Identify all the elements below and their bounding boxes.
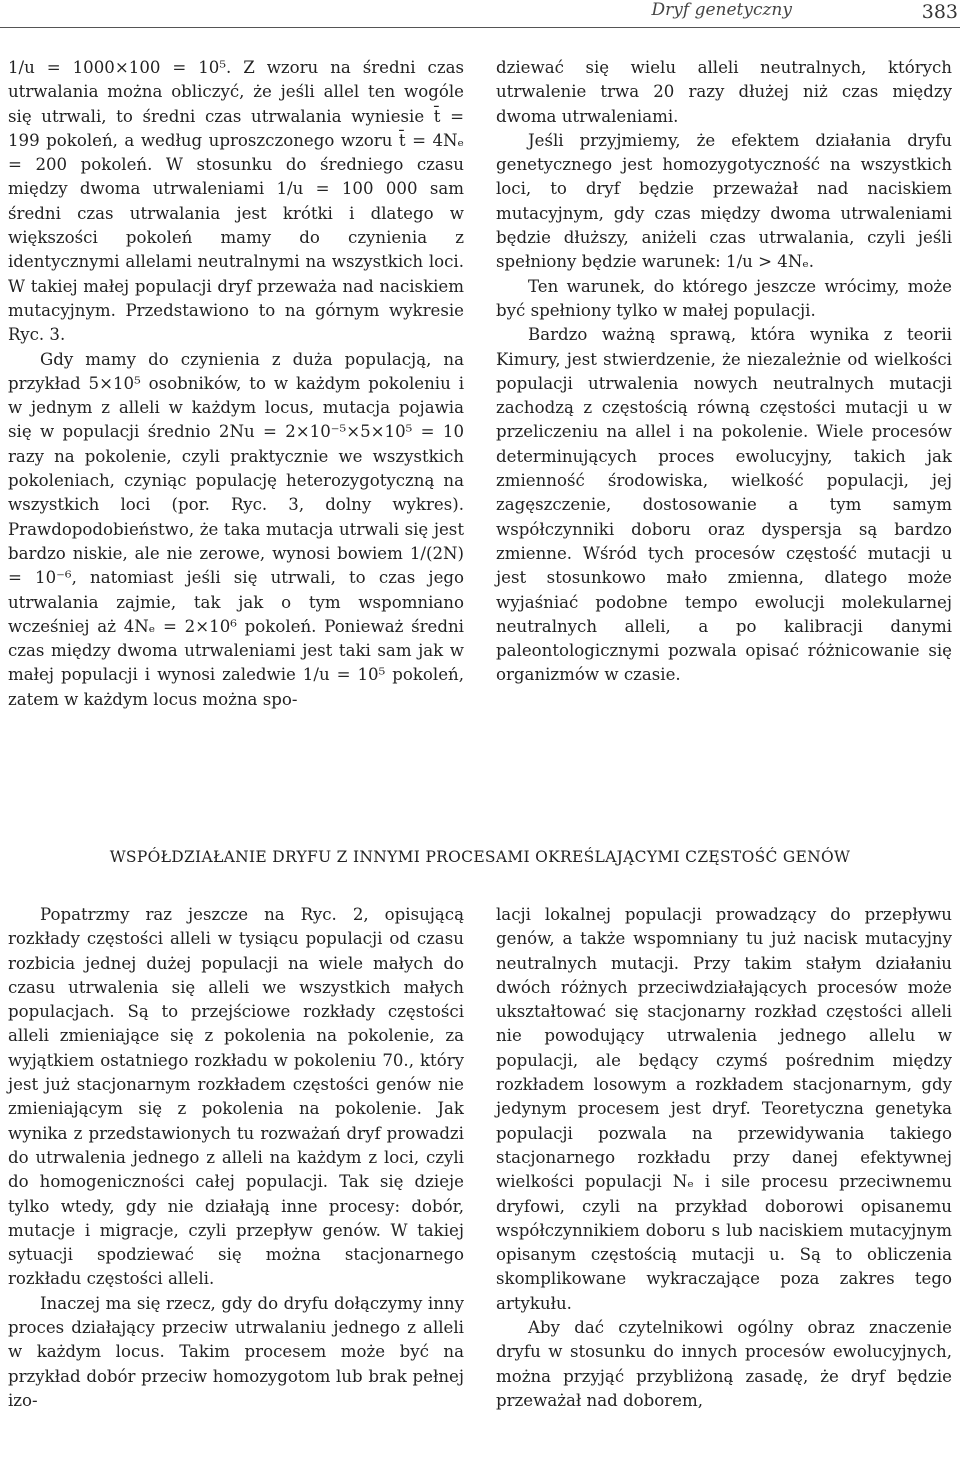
- header-rule: [0, 27, 960, 28]
- paragraph: lacji lokalnej populacji prowadzący do przepływu genów, a także wspomniany tu już nacisk mutacyjny neutralnych mutacji. Przy takim stałym działaniu dwóch różnych przeciwdziałających procesów może ukształtować się stacjonarny rozkład częstości alleli nie powodujący utrwalenia jednego allelu w populacji, ale będący czymś pośrednim między rozkładem losowym a rozkładem stacjonarnym, gdy jedynym procesem jest dryf. Teoretyczna genetyka populacji pozwala na przewidywania takiego stacjonarnego rozkładu przy danej efektywnej wielkości populacji Nₑ i sile procesu przeciwnemu dryfowi, czyli na przykład doborowi opisanemu współczynnikiem doboru s lub naciskiem mutacyjnym opisanym częstością mutacji u. Są to obliczenia skomplikowane wykraczające poza zakres tego artykułu.: [496, 905, 952, 1313]
- paragraph: Ten warunek, do którego jeszcze wrócimy, może być spełniony tylko w małej populacji.: [496, 276, 952, 320]
- paragraph: Aby dać czytelnikowi ogólny obraz znaczenie dryfu w stosunku do innych procesów ewolucyjnych, można przyjąć przybliżoną zasadę, że dryf będzie przeważał nad doborem,: [496, 1318, 952, 1410]
- page-number: 383: [921, 1, 958, 23]
- paragraph: Gdy mamy do czynienia z duża populacją, na przykład 5×10⁵ osobników, to w każdym pokoleniu i w jednym z alleli w każdym locus, mutacja pojawia się w populacji średnio 2Nu = 2×10⁻⁵×5×10⁵ = 10 razy na pokolenie, czyli praktycznie we wszystkich pokoleniach, czyniąc populację heterozygotyczną na wszystkich loci (por. Ryc. 3, dolny wykres). Prawdopodobieństwo, że taka mutacja utrwali się jest bardzo niskie, ale nie zerowe, wynosi bowiem 1/(2N) = 10⁻⁶, natomiast jeśli się utrwali, to czas jego utrwalania zajmie, tak jak o tym wspomniano wcześniej aż 4Nₑ = 2×10⁶ pokoleń. Ponieważ średni czas między dwoma utrwaleniami jest taki sam jak w małej populacji i wynosi zaledwie 1/u = 10⁵ pokoleń, zatem w każdym locus można spo-: [8, 349, 464, 709]
- paragraph: 1/u = 1000×100 = 10⁵. Z wzoru na średni czas utrwalania można obliczyć, że jeśli allel ten wogóle się utrwali, to średni czas utrwalania wyniesie t̄ = 199 pokoleń, a według uproszczonego wzoru t̄ = 4Nₑ = 200 pokoleń. W stosunku do średniego czasu między dwoma utrwaleniami 1/u = 100 000 sam średni czas utrwalania jest krótki i dlatego w większości pokoleń mamy do czynienia z identycznymi allelami neutralnymi na wszystkich loci. W takiej małej populacji dryf przeważa nad naciskiem mutacyjnym. Przedstawiono to na górnym wykresie Ryc. 3.: [8, 58, 464, 345]
- paragraph: Jeśli przyjmiemy, że efektem działania dryfu genetycznego jest homozygotyczność na wszystkich loci, to dryf będzie przeważał nad naciskiem mutacyjnym, gdy czas między dwoma utrwaleniami będzie dłuższy, aniżeli czas utrwalania, czyli jeśli spełniony będzie warunek: 1/u > 4Nₑ.: [496, 130, 952, 272]
- top-left-column: [8, 56, 464, 712]
- section-heading: WSPÓŁDZIAŁANIE DRYFU Z INNYMI PROCESAMI OKREŚLAJĄCYMI CZĘSTOŚĆ GENÓW: [109, 848, 851, 866]
- paragraph: dziewać się wielu alleli neutralnych, których utrwalenie trwa 20 razy dłużej niż czas między dwoma utrwaleniami.: [496, 58, 952, 126]
- bottom-right-column: [496, 903, 952, 1413]
- running-title: Dryf genetyczny: [651, 0, 792, 20]
- bottom-left-column: [8, 903, 464, 1413]
- paragraph: Inaczej ma się rzecz, gdy do dryfu dołączymy inny proces działający przeciw utrwalaniu jednego z alleli w każdym locus. Takim procesem może być na przykład dobór przeciw homozygotom lub brak pełnej izo-: [8, 1293, 464, 1410]
- paragraph: Popatrzmy raz jeszcze na Ryc. 2, opisującą rozkłady częstości alleli w tysiącu populacji od czasu rozbicia jednej dużej populacji na wiele małych do czasu utrwalenia się alleli we wszystkich małych populacjach. Są to przejściowe rozkłady częstości alleli zmieniające się z pokolenia na pokolenie, za wyjątkiem ostatniego rozkładu w pokoleniu 70., który jest już stacjonarnym rozkładem częstości genów nie zmieniającym się z pokolenia na pokolenie. Jak wynika z przedstawionych tu rozważań dryf prowadzi do utrwalenia jednego z alleli na każdym z loci, czyli do homogeniczności całej populacji. Tak się dzieje tylko wtedy, gdy nie działają inne procesy: dobór, mutacje i migracje, czyli przepływ genów. W takiej sytuacji spodziewać się można stacjonarnego rozkładu częstości alleli.: [8, 905, 464, 1289]
- top-right-column: [496, 56, 952, 688]
- paragraph: Bardzo ważną sprawą, która wynika z teorii Kimury, jest stwierdzenie, że niezależnie od wielkości populacji utrwalenia nowych neutralnych mutacji zachodzą z częstością równą częstości mutacji u w przeliczeniu na allel i na pokolenie. Wiele procesów determinujących proces ewolucyjny, takich jak zmienność środowiska, wielkość populacji, jej zagęszczenie, dostosowanie a tym samym współczynniki doboru oraz dyspersja są bardzo zmienne. Wśród tych procesów częstość mutacji u jest stosunkowo mało zmienna, dlatego może wyjaśniać podobne tempo ewolucji molekularnej neutralnych alleli, a po kalibracji danymi paleontologicznymi pozwala opisać różnicowanie się organizmów w czasie.: [496, 325, 952, 685]
- page-header: [0, 0, 960, 30]
